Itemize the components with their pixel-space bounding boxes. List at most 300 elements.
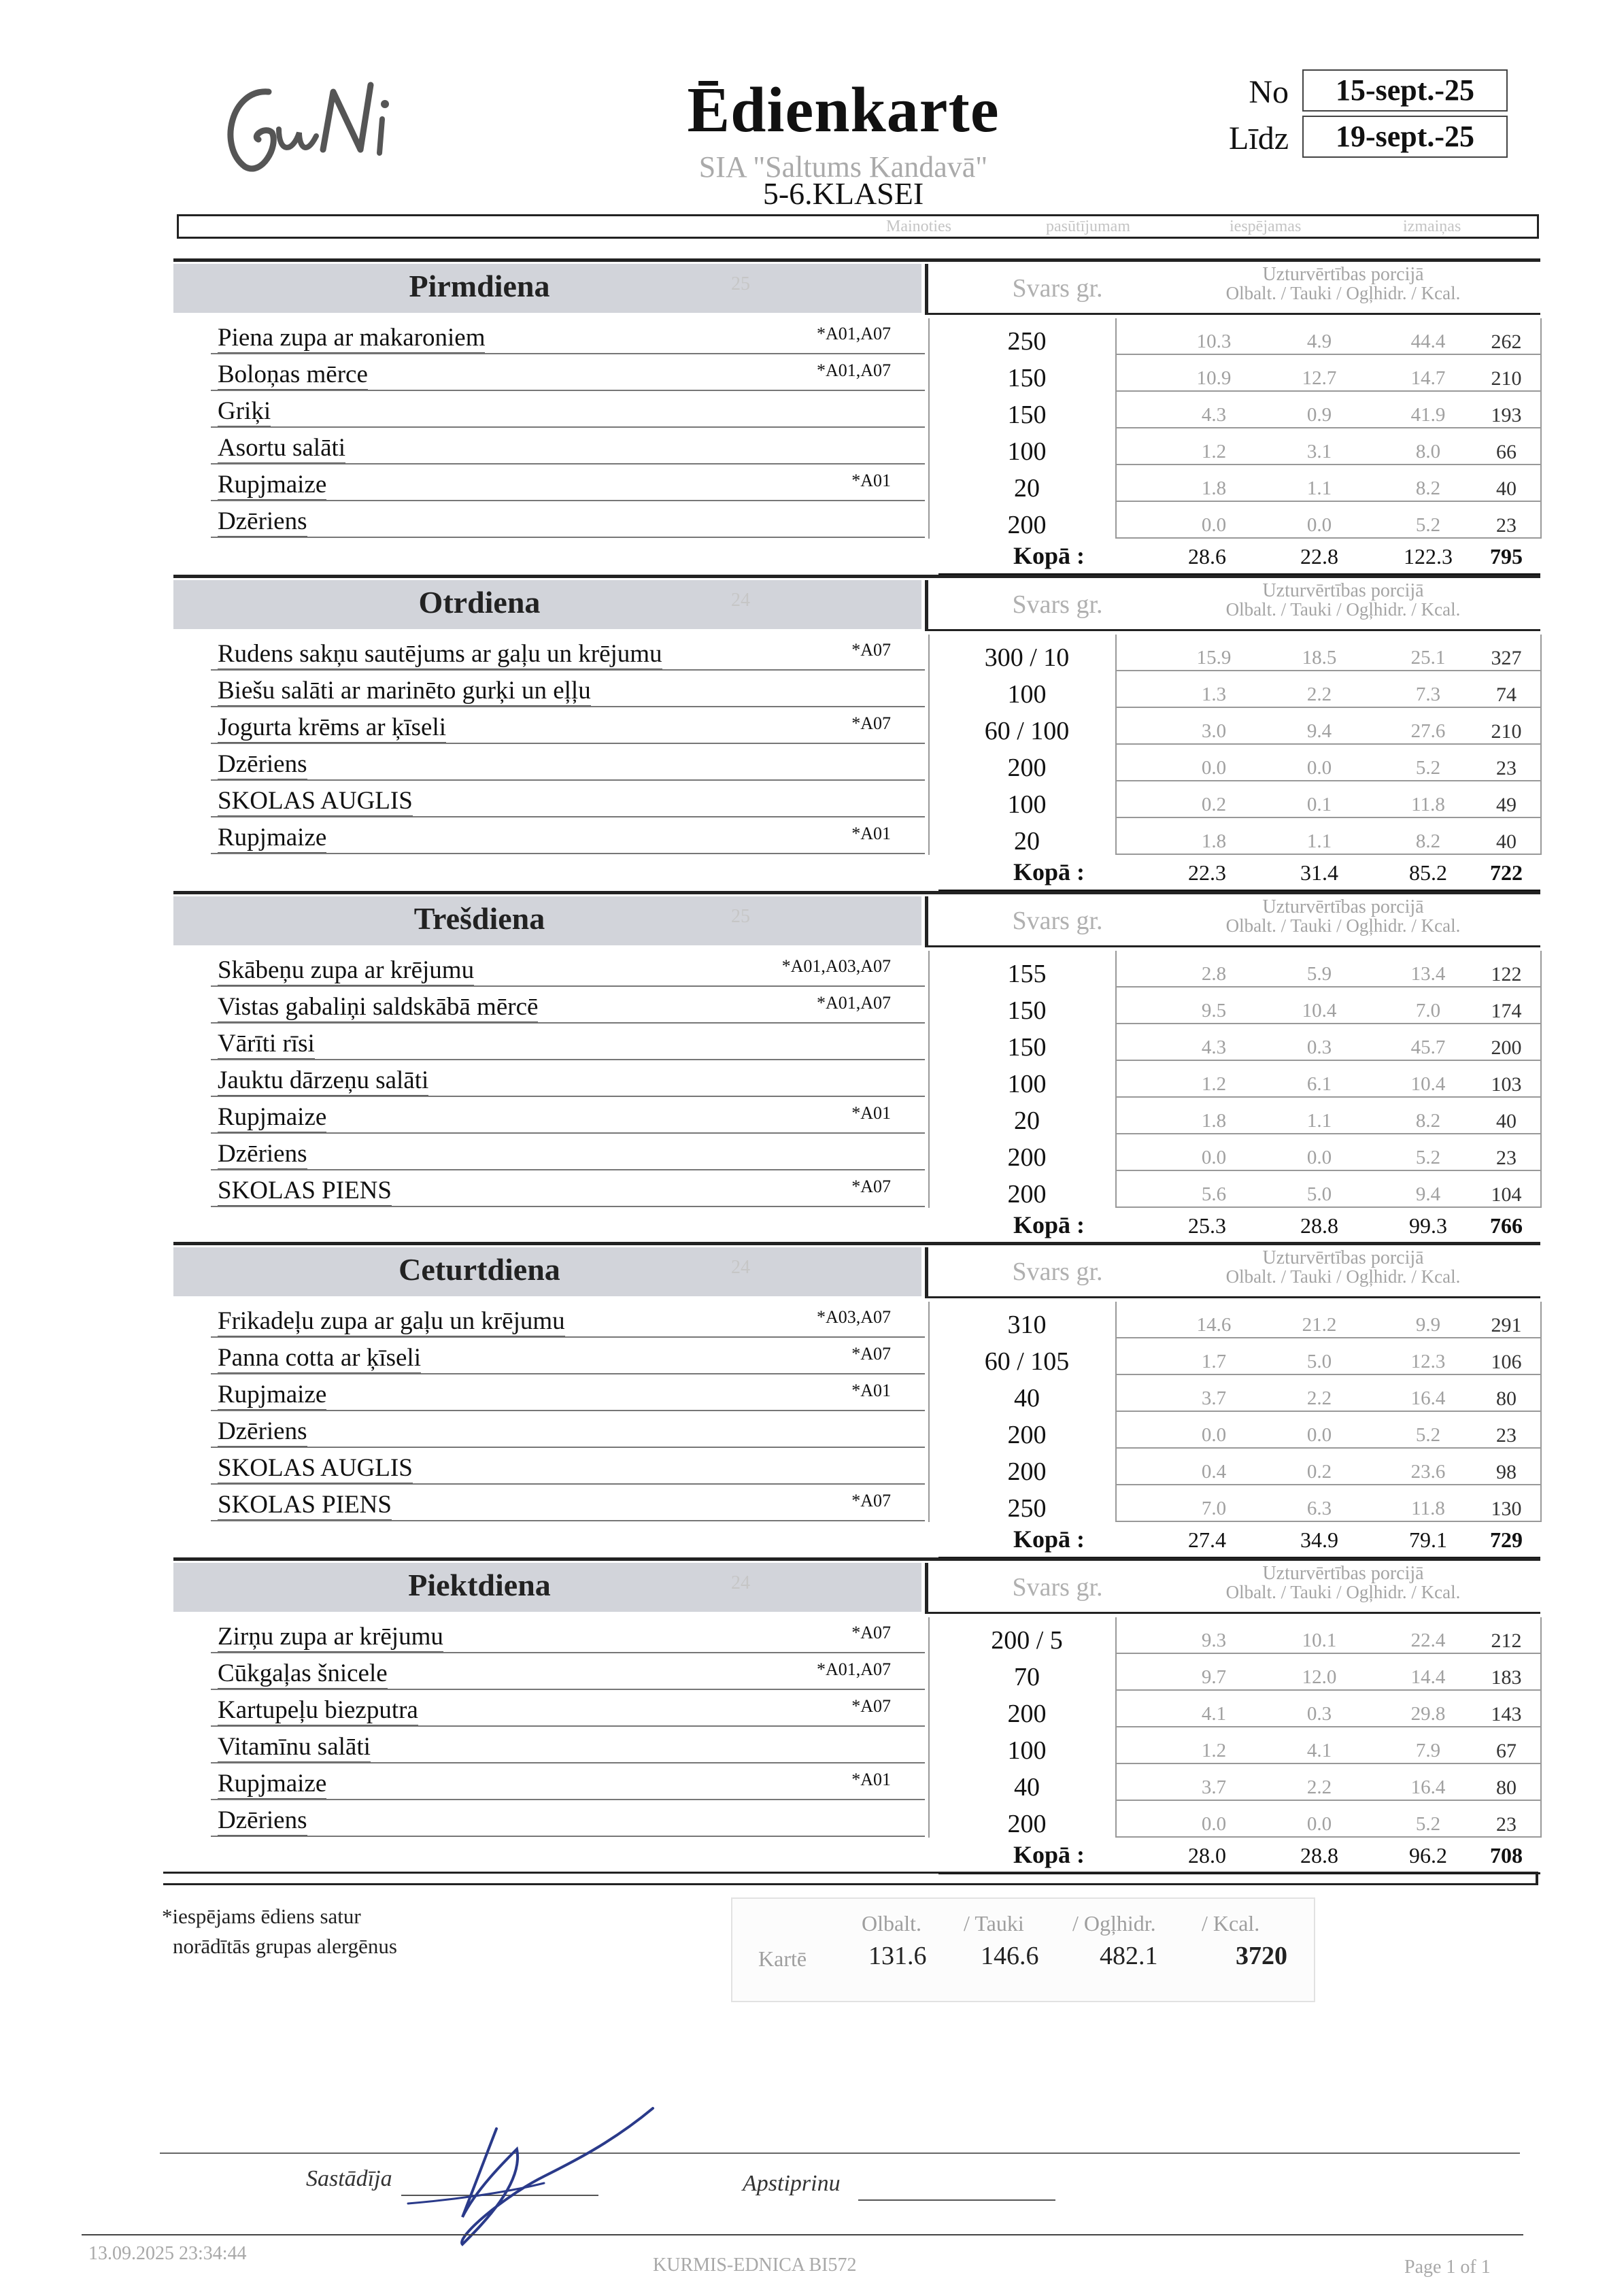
dish-underline xyxy=(211,1689,925,1690)
day-total-fat: 31.4 xyxy=(1300,860,1338,885)
header-underline xyxy=(925,629,1540,631)
cell-divider xyxy=(928,318,930,355)
dish-kcal: 262 xyxy=(1491,331,1522,353)
dish-fat: 4.9 xyxy=(1306,331,1332,352)
dish-underline xyxy=(211,1836,925,1837)
cell-divider xyxy=(1540,428,1542,465)
dish-underline xyxy=(211,1799,925,1800)
cell-divider xyxy=(1540,1727,1542,1764)
dish-protein: 3.7 xyxy=(1201,1387,1227,1409)
dish-underline xyxy=(211,1059,925,1060)
dish-carbs: 10.4 xyxy=(1410,1073,1446,1095)
cell-divider xyxy=(928,671,930,708)
cell-divider xyxy=(928,1302,930,1338)
dish-fat: 3.1 xyxy=(1306,441,1332,462)
dish-allergens: *A01,A07 xyxy=(816,324,891,343)
notice-word: Mainoties xyxy=(886,218,951,235)
cell-divider xyxy=(928,392,930,428)
dish-weight: 250 xyxy=(1007,1494,1047,1523)
day-total-protein: 28.0 xyxy=(1188,1843,1226,1868)
cell-divider xyxy=(1540,708,1542,745)
menu-item-row xyxy=(163,635,1544,671)
dish-underline xyxy=(211,853,925,854)
cell-divider xyxy=(928,355,930,392)
cell-divider xyxy=(1540,745,1542,781)
menu-item-row xyxy=(163,1412,1544,1449)
cell-divider xyxy=(1540,951,1542,987)
cell-divider xyxy=(1540,392,1542,428)
header-underline xyxy=(925,945,1540,947)
dish-weight: 20 xyxy=(1014,474,1040,503)
cell-divider xyxy=(928,1171,930,1208)
dish-fat: 0.3 xyxy=(1306,1703,1332,1725)
notice-word: pasūtījumam xyxy=(1046,218,1130,235)
menu-item-row xyxy=(163,1617,1544,1654)
dish-allergens: *A01,A07 xyxy=(816,1659,891,1679)
dish-allergens: *A07 xyxy=(851,1344,891,1364)
dish-fat: 0.0 xyxy=(1306,1147,1332,1168)
cell-divider xyxy=(1540,781,1542,818)
dish-kcal: 40 xyxy=(1496,1110,1517,1132)
header-divider xyxy=(925,1247,928,1296)
dish-weight: 20 xyxy=(1014,827,1040,856)
dish-fat: 2.2 xyxy=(1306,1387,1332,1409)
dish-name: Jauktu dārzeņu salāti xyxy=(218,1066,428,1096)
day-top-rule xyxy=(173,575,1540,578)
cell-divider xyxy=(1540,1764,1542,1801)
menu-item-row xyxy=(163,1338,1544,1375)
cell-divider xyxy=(1115,708,1117,745)
day-total-kcal: 708 xyxy=(1490,1843,1523,1868)
cell-divider xyxy=(928,1338,930,1375)
dish-kcal: 40 xyxy=(1496,477,1517,500)
dish-weight: 150 xyxy=(1007,996,1047,1025)
guni-logo xyxy=(204,65,422,201)
dish-protein: 0.0 xyxy=(1201,514,1227,536)
dish-weight: 60 / 105 xyxy=(984,1347,1070,1376)
total-protein: 131.6 xyxy=(868,1942,927,1970)
allergen-note-line: *iespējams ēdiens satur xyxy=(162,1904,361,1928)
signature-mark xyxy=(367,2081,680,2251)
cell-divider xyxy=(1115,1302,1117,1338)
cell-divider xyxy=(928,428,930,465)
dish-kcal: 210 xyxy=(1491,720,1522,743)
cell-divider xyxy=(1540,1024,1542,1061)
cell-divider xyxy=(1115,745,1117,781)
day-header xyxy=(173,264,921,313)
menu-item-row xyxy=(163,428,1544,465)
dish-name: Rupjmaize xyxy=(218,824,326,854)
menu-item-row xyxy=(163,745,1544,781)
cell-divider xyxy=(1540,1617,1542,1654)
cell-divider xyxy=(1115,1375,1117,1412)
dish-protein: 3.7 xyxy=(1201,1776,1227,1798)
nutrition-title: Uzturvērtības porcijā xyxy=(1262,896,1424,917)
weight-column-header: Svars gr. xyxy=(1012,590,1103,619)
day-name: Piektdiena xyxy=(408,1568,551,1602)
menu-item-row xyxy=(163,1449,1544,1485)
day-top-rule xyxy=(173,258,1540,262)
total-label: Kopā : xyxy=(1013,542,1085,569)
nutrition-title: Uzturvērtības porcijā xyxy=(1262,264,1424,285)
dish-protein: 14.6 xyxy=(1196,1314,1232,1336)
dish-name: Zirņu zupa ar krējumu xyxy=(218,1623,443,1653)
dish-carbs: 25.1 xyxy=(1410,647,1446,669)
dish-name: Dzēriens xyxy=(218,1140,307,1170)
header-underline xyxy=(925,1612,1540,1614)
dish-protein: 0.0 xyxy=(1201,1424,1227,1446)
cell-divider xyxy=(1540,502,1542,539)
dish-underline xyxy=(211,537,925,538)
dish-fat: 10.1 xyxy=(1302,1630,1337,1651)
dish-weight: 40 xyxy=(1014,1773,1040,1802)
dish-fat: 12.0 xyxy=(1302,1666,1337,1688)
dish-allergens: *A03,A07 xyxy=(816,1307,891,1327)
menu-item-row xyxy=(163,671,1544,708)
allergen-note-line: norādītās grupas alergēnus xyxy=(173,1934,397,1958)
nutrition-title: Uzturvērtības porcijā xyxy=(1262,1247,1424,1268)
dish-weight: 20 xyxy=(1014,1107,1040,1135)
cell-divider xyxy=(1540,987,1542,1024)
dish-kcal: 122 xyxy=(1491,963,1522,985)
dish-kcal: 291 xyxy=(1491,1314,1522,1336)
dish-carbs: 7.3 xyxy=(1415,683,1441,705)
dish-kcal: 106 xyxy=(1491,1351,1522,1373)
date-to-label: Līdz xyxy=(1229,120,1289,156)
dish-carbs: 41.9 xyxy=(1410,404,1446,426)
dish-name: Dzēriens xyxy=(218,750,307,780)
day-total-kcal: 795 xyxy=(1490,544,1523,569)
menu-item-row xyxy=(163,1485,1544,1522)
cell-divider xyxy=(1115,1098,1117,1134)
cell-divider xyxy=(1115,1691,1117,1727)
dish-carbs: 27.6 xyxy=(1410,720,1446,742)
dish-name: Rudens sakņu sautējums ar gaļu un krējumu xyxy=(218,640,662,670)
dish-fat: 5.0 xyxy=(1306,1351,1332,1372)
dish-protein: 10.3 xyxy=(1196,331,1232,352)
dish-fat: 5.9 xyxy=(1306,963,1332,985)
dish-weight: 310 xyxy=(1007,1311,1047,1339)
day-total-kcal: 722 xyxy=(1490,860,1523,885)
dish-fat: 1.1 xyxy=(1306,1110,1332,1132)
cell-divider xyxy=(1115,1449,1117,1485)
cell-divider xyxy=(1115,1654,1117,1691)
day-name: Trešdiena xyxy=(413,901,545,936)
dish-protein: 0.0 xyxy=(1201,1147,1227,1168)
dish-name: Griķi xyxy=(218,397,271,427)
cell-divider xyxy=(1540,1061,1542,1098)
dish-kcal: 40 xyxy=(1496,830,1517,853)
dish-underline xyxy=(211,1169,925,1170)
dish-carbs: 8.2 xyxy=(1415,1110,1441,1132)
cell-divider xyxy=(928,708,930,745)
cell-divider xyxy=(928,781,930,818)
dish-carbs: 5.2 xyxy=(1415,514,1441,536)
dish-protein: 10.9 xyxy=(1196,367,1232,389)
row-rule xyxy=(1115,537,1540,539)
date-to xyxy=(1229,116,1513,158)
cell-divider xyxy=(1115,355,1117,392)
dish-protein: 9.7 xyxy=(1201,1666,1227,1688)
total-label: Kopā : xyxy=(1013,1525,1085,1553)
cell-divider xyxy=(1115,502,1117,539)
header-divider xyxy=(925,1563,928,1612)
dish-name: Rupjmaize xyxy=(218,1770,326,1800)
dish-underline xyxy=(211,426,925,428)
allergen-note xyxy=(162,1902,397,1961)
dish-protein: 1.8 xyxy=(1201,1110,1227,1132)
dish-kcal: 66 xyxy=(1496,441,1517,463)
dish-fat: 6.3 xyxy=(1306,1498,1332,1519)
day-name: Pirmdiena xyxy=(409,269,550,303)
dish-kcal: 23 xyxy=(1496,1813,1517,1836)
dish-carbs: 7.9 xyxy=(1415,1740,1441,1761)
nutrition-title: Uzturvērtības porcijā xyxy=(1262,580,1424,601)
dish-underline xyxy=(211,1652,925,1653)
header-divider xyxy=(925,264,928,313)
date-from-label: No xyxy=(1249,74,1289,110)
total-label: Kopā : xyxy=(1013,1841,1085,1868)
dish-underline xyxy=(211,1373,925,1374)
footer-report-id: KURMIS-EDNICA BI572 xyxy=(653,2255,857,2276)
dish-kcal: 49 xyxy=(1496,794,1517,816)
dish-kcal: 23 xyxy=(1496,1424,1517,1447)
dish-carbs: 5.2 xyxy=(1415,757,1441,779)
dish-underline xyxy=(211,816,925,817)
cell-divider xyxy=(1115,428,1117,465)
totals-header: Olbalt. xyxy=(862,1911,921,1936)
dish-underline xyxy=(211,1725,925,1727)
cell-divider xyxy=(1115,951,1117,987)
menu-item-row xyxy=(163,1171,1544,1208)
cell-divider xyxy=(1540,1375,1542,1412)
menu-item-row xyxy=(163,1764,1544,1801)
dish-weight: 100 xyxy=(1007,437,1047,466)
totals-row-label: Kartē xyxy=(758,1946,807,1971)
dish-weight: 200 xyxy=(1007,1421,1047,1449)
dish-allergens: *A01 xyxy=(851,471,891,490)
day-number: 24 xyxy=(731,590,750,611)
cell-divider xyxy=(1540,1098,1542,1134)
dish-fat: 2.2 xyxy=(1306,683,1332,705)
dish-carbs: 9.4 xyxy=(1415,1183,1441,1205)
dish-name: Kartupeļu biezputra xyxy=(218,1696,418,1726)
dish-fat: 6.1 xyxy=(1306,1073,1332,1095)
dish-name: Panna cotta ar ķīseli xyxy=(218,1344,421,1374)
dish-allergens: *A07 xyxy=(851,1696,891,1716)
dish-fat: 9.4 xyxy=(1306,720,1332,742)
menu-item-row xyxy=(163,318,1544,355)
dish-carbs: 5.2 xyxy=(1415,1813,1441,1835)
dish-name: Jogurta krēms ar ķīseli xyxy=(218,713,446,743)
dish-protein: 15.9 xyxy=(1196,647,1232,669)
dish-name: Dzēriens xyxy=(218,507,307,537)
dish-name: SKOLAS PIENS xyxy=(218,1491,392,1521)
cell-divider xyxy=(1115,1764,1117,1801)
footer-page: Page 1 of 1 xyxy=(1404,2257,1491,2278)
day-total-fat: 28.8 xyxy=(1300,1213,1338,1238)
cell-divider xyxy=(928,1727,930,1764)
cell-divider xyxy=(928,1061,930,1098)
cell-divider xyxy=(928,1134,930,1171)
dish-carbs: 7.0 xyxy=(1415,1000,1441,1022)
dish-underline xyxy=(211,1447,925,1448)
dish-name: Skābeņu zupa ar krējumu xyxy=(218,956,474,986)
menu-item-row xyxy=(163,781,1544,818)
dish-name: Rupjmaize xyxy=(218,1103,326,1133)
cell-divider xyxy=(928,1412,930,1449)
day-total-kcal: 729 xyxy=(1490,1527,1523,1552)
cell-divider xyxy=(1115,1801,1117,1838)
day-total-carbs: 99.3 xyxy=(1409,1213,1447,1238)
dish-weight: 300 / 10 xyxy=(984,643,1070,672)
dish-allergens: *A01 xyxy=(851,1103,891,1123)
nutrition-columns: Olbalt. / Tauki / Ogļhidr. / Kcal. xyxy=(1225,283,1461,303)
dish-fat: 0.3 xyxy=(1306,1036,1332,1058)
day-total-carbs: 96.2 xyxy=(1409,1843,1447,1868)
dish-kcal: 130 xyxy=(1491,1498,1522,1520)
approved-by-label: Apstiprinu xyxy=(743,2171,841,2196)
dish-underline xyxy=(211,390,925,391)
cell-divider xyxy=(1540,1654,1542,1691)
menu-item-row xyxy=(163,502,1544,539)
header-underline xyxy=(925,313,1540,315)
nutrition-columns: Olbalt. / Tauki / Ogļhidr. / Kcal. xyxy=(1225,1582,1461,1602)
dish-kcal: 80 xyxy=(1496,1387,1517,1410)
dish-allergens: *A01,A03,A07 xyxy=(781,956,891,976)
dish-name: SKOLAS AUGLIS xyxy=(218,787,413,817)
dish-kcal: 80 xyxy=(1496,1776,1517,1799)
cell-divider xyxy=(1540,1171,1542,1208)
dish-underline xyxy=(211,1762,925,1763)
menu-item-row xyxy=(163,818,1544,855)
day-top-rule xyxy=(173,1557,1540,1561)
dish-carbs: 16.4 xyxy=(1410,1776,1446,1798)
day-total-carbs: 122.3 xyxy=(1404,544,1453,569)
signature-divider xyxy=(160,2152,1520,2154)
menu-item-row xyxy=(163,1727,1544,1764)
row-rule xyxy=(1115,1521,1540,1522)
dish-kcal: 143 xyxy=(1491,1703,1522,1725)
cell-divider xyxy=(928,1098,930,1134)
dish-protein: 0.4 xyxy=(1201,1461,1227,1483)
prepared-by-label: Sastādīja xyxy=(306,2166,392,2191)
dish-weight: 200 xyxy=(1007,754,1047,782)
cell-divider xyxy=(1115,465,1117,502)
dish-allergens: *A07 xyxy=(851,1623,891,1642)
dish-protein: 4.3 xyxy=(1201,1036,1227,1058)
dish-weight: 150 xyxy=(1007,364,1047,392)
dish-protein: 2.8 xyxy=(1201,963,1227,985)
dish-kcal: 200 xyxy=(1491,1036,1522,1059)
day-number: 24 xyxy=(731,1257,750,1278)
dish-protein: 4.1 xyxy=(1201,1703,1227,1725)
notice-word: iespējamas xyxy=(1230,218,1302,235)
totals-header: / Kcal. xyxy=(1202,1911,1260,1936)
footer-timestamp: 13.09.2025 23:34:44 xyxy=(88,2243,247,2264)
cell-divider xyxy=(1115,818,1117,855)
dish-underline xyxy=(211,1096,925,1097)
cell-divider xyxy=(928,1801,930,1838)
dish-name: Vitamīnu salāti xyxy=(218,1733,371,1763)
cell-divider xyxy=(928,987,930,1024)
dish-carbs: 8.2 xyxy=(1415,830,1441,852)
dish-underline xyxy=(211,779,925,781)
dish-allergens: *A01 xyxy=(851,1770,891,1789)
total-label: Kopā : xyxy=(1013,1211,1085,1238)
dish-fat: 0.1 xyxy=(1306,794,1332,815)
menu-item-row xyxy=(163,1061,1544,1098)
dish-weight: 40 xyxy=(1014,1384,1040,1413)
nutrition-title: Uzturvērtības porcijā xyxy=(1262,1563,1424,1584)
header-divider xyxy=(925,580,928,629)
dish-kcal: 103 xyxy=(1491,1073,1522,1096)
dish-fat: 0.0 xyxy=(1306,514,1332,536)
day-total-kcal: 766 xyxy=(1490,1213,1523,1238)
dish-carbs: 14.4 xyxy=(1410,1666,1446,1688)
dish-carbs: 8.0 xyxy=(1415,441,1441,462)
weight-column-header: Svars gr. xyxy=(1012,274,1103,303)
nutrition-columns: Olbalt. / Tauki / Ogļhidr. / Kcal. xyxy=(1225,915,1461,936)
cell-divider xyxy=(928,951,930,987)
dish-fat: 21.2 xyxy=(1302,1314,1337,1336)
dish-carbs: 22.4 xyxy=(1410,1630,1446,1651)
day-header xyxy=(173,1247,921,1296)
cell-divider xyxy=(1115,1485,1117,1522)
cell-divider xyxy=(928,1024,930,1061)
dish-underline xyxy=(211,1336,925,1338)
dish-underline xyxy=(211,500,925,501)
dish-allergens: *A07 xyxy=(851,1177,891,1196)
dish-name: Rupjmaize xyxy=(218,471,326,501)
dish-carbs: 16.4 xyxy=(1410,1387,1446,1409)
dish-name: Piena zupa ar makaroniem xyxy=(218,324,485,354)
row-rule xyxy=(1115,1206,1540,1208)
dish-fat: 0.2 xyxy=(1306,1461,1332,1483)
dish-carbs: 8.2 xyxy=(1415,477,1441,499)
cell-divider xyxy=(1540,1485,1542,1522)
cell-divider xyxy=(928,465,930,502)
day-name: Otrdiena xyxy=(418,585,541,620)
dish-weight: 200 xyxy=(1007,1180,1047,1209)
weight-column-header: Svars gr. xyxy=(1012,1257,1103,1286)
cell-divider xyxy=(1115,1617,1117,1654)
dish-protein: 1.3 xyxy=(1201,683,1227,705)
dish-fat: 12.7 xyxy=(1302,367,1337,389)
approved-by-line xyxy=(858,2199,1055,2201)
menu-item-row xyxy=(163,1375,1544,1412)
dish-fat: 0.0 xyxy=(1306,1813,1332,1835)
day-total-protein: 22.3 xyxy=(1188,860,1226,885)
day-name: Ceturtdiena xyxy=(399,1252,560,1287)
cell-divider xyxy=(1115,781,1117,818)
cell-divider xyxy=(928,1691,930,1727)
total-carbs: 482.1 xyxy=(1100,1942,1158,1970)
date-from-value: 15-sept.-25 xyxy=(1302,69,1508,112)
day-total-row xyxy=(163,1525,1544,1559)
dish-kcal: 23 xyxy=(1496,757,1517,779)
dish-carbs: 29.8 xyxy=(1410,1703,1446,1725)
dish-protein: 0.2 xyxy=(1201,794,1227,815)
dish-weight: 155 xyxy=(1007,960,1047,988)
cell-divider xyxy=(928,502,930,539)
header-underline xyxy=(925,1296,1540,1298)
dish-kcal: 183 xyxy=(1491,1666,1522,1689)
dish-protein: 1.7 xyxy=(1201,1351,1227,1372)
header-divider xyxy=(925,896,928,945)
page-title: Ēdienkarte xyxy=(687,75,1000,146)
dish-allergens: *A07 xyxy=(851,640,891,660)
